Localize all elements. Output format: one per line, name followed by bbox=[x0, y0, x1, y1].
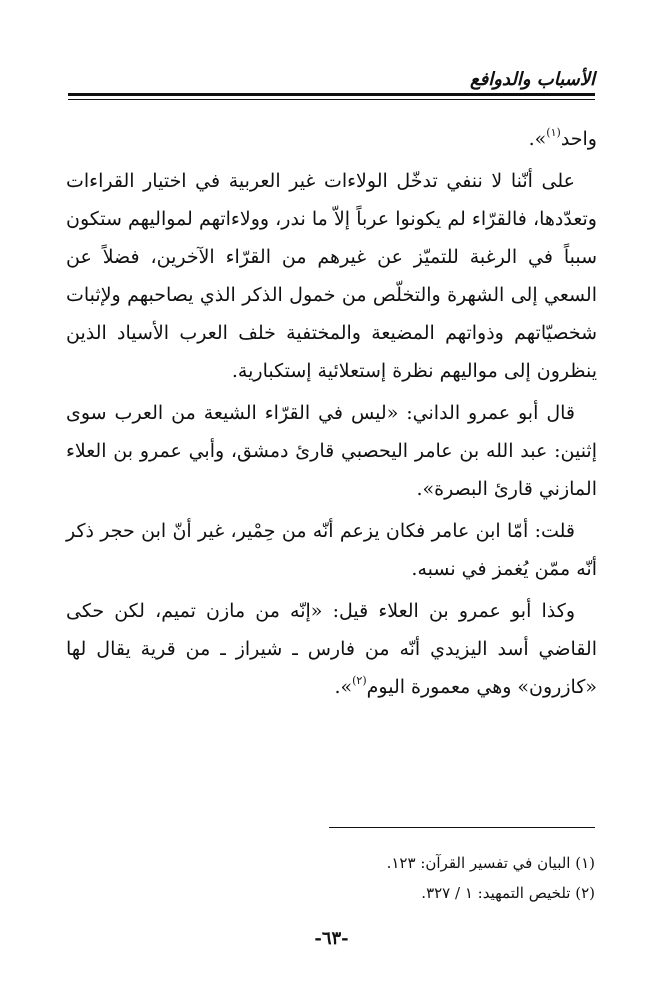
header-rule-thick bbox=[68, 93, 595, 96]
body-text bbox=[66, 120, 597, 710]
paragraph-5-text: وكذا أبو عمرو بن العلاء قيل: «إنّه من مازن تميم، لكن حكى القاضي أسد اليزيدي أنّه من فارس ـ شيراز ـ من قرية يقال لها «كازرون» وهي معمورة اليوم bbox=[66, 600, 597, 698]
paragraph-1 bbox=[66, 120, 597, 158]
paragraph-5-tail: ». bbox=[334, 676, 353, 698]
paragraph-3: قال أبو عمرو الداني: «ليس في القرّاء الشيعة من العرب سوى إثنين: عبد الله بن عامر اليحصبي قارئ دمشق، وأبي عمرو بن العلاء المازني قارئ البصرة». bbox=[66, 402, 597, 500]
running-header-title: الأسباب والدوافع bbox=[470, 69, 595, 90]
paragraph-2: على أنّنا لا ننفي تدخّل الولاءات غير العربية في اختيار القراءات وتعدّدها، فالقرّاء لم يكونوا عرباً إلاّ ما ندر، وولاءاتهم لمواليهم ستكون سبباً في الرغبة للتميّز عن غيرهم من القرّاء الآخرين، فضلاً عن السعي إلى الشهرة والتخلّص من خمول الذكر الذي يصاحبهم ولإثبات شخصيّاتهم وذواتهم المضيعة والمختفية خلف العرب الأسياد الذين ينظرون إلى مواليهم نظرة إستعلائية إستكبارية. bbox=[66, 170, 597, 382]
paragraph-5 bbox=[66, 592, 597, 706]
header-rule-thin bbox=[68, 99, 595, 100]
footnote-ref-2: (٢) bbox=[352, 674, 367, 687]
page-number: -٦٣- bbox=[314, 928, 349, 949]
footnote-ref-1: (١) bbox=[546, 126, 561, 139]
footnote-2: (٢) تلخيص التمهيد: ١ / ٣٢٧. bbox=[421, 884, 595, 902]
footnote-1: (١) البيان في تفسير القرآن: ١٢٣. bbox=[386, 854, 595, 872]
footnote-separator bbox=[329, 827, 595, 828]
paragraph-1-text: واحد bbox=[560, 128, 597, 150]
paragraph-4: قلت: أمّا ابن عامر فكان يزعم أنّه من حِمْير، غير أنّ ابن حجر ذكر أنّه ممّن يُغمز في نسبه. bbox=[66, 520, 597, 580]
paragraph-1-tail: ». bbox=[528, 128, 547, 150]
footnotes bbox=[68, 848, 595, 908]
